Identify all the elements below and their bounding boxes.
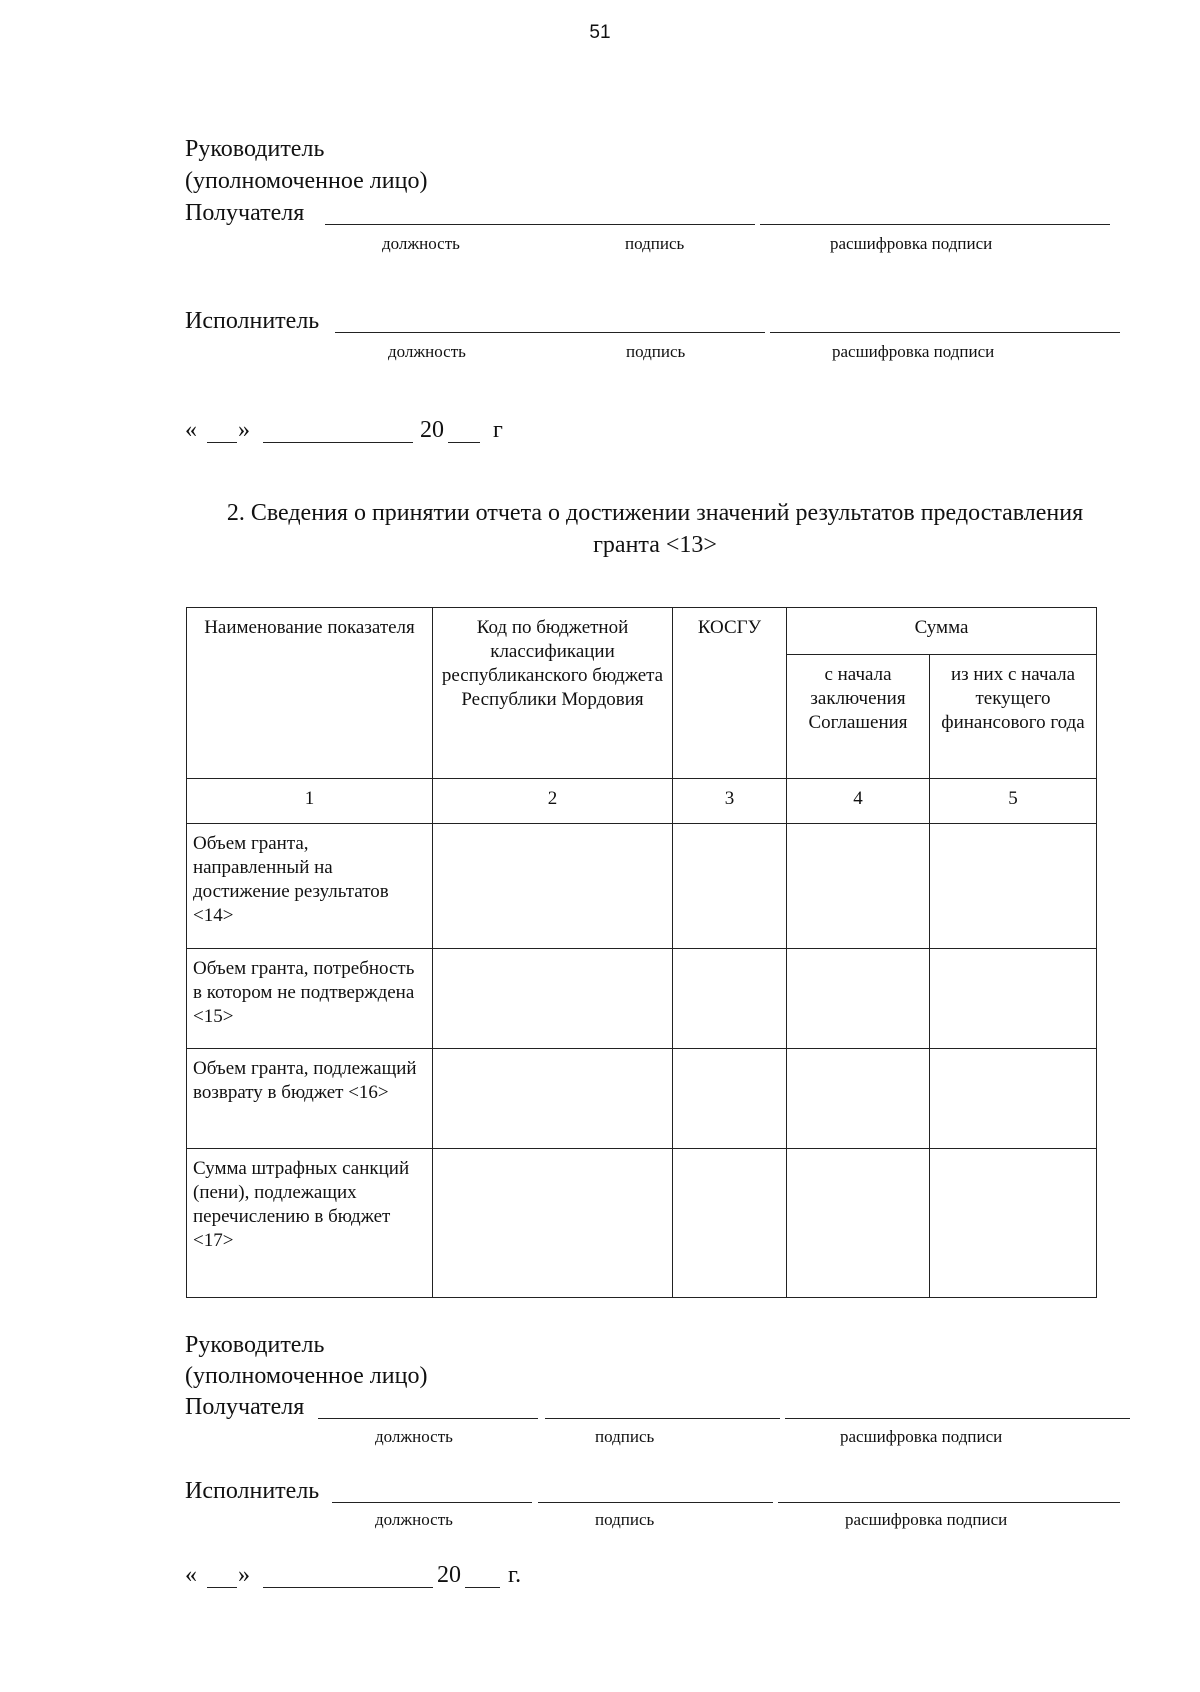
caption-position: должность xyxy=(382,234,460,253)
date-quote-open: « xyxy=(185,417,197,443)
date-suffix: г xyxy=(493,417,503,443)
row-label-grant-unconfirmed: Объем гранта, потребность в котором не подтверждена <15> xyxy=(187,949,433,1049)
table-cell[interactable] xyxy=(787,1049,930,1149)
header-since-year-start: из них с начала текущего финансового года xyxy=(930,655,1097,779)
caption-signature: подпись xyxy=(595,1427,655,1446)
date-year-field[interactable] xyxy=(465,1587,500,1588)
header-sum: Сумма xyxy=(787,608,1097,655)
executor-caption-position: должность xyxy=(388,342,466,361)
table-cell[interactable] xyxy=(930,824,1097,949)
table-cell[interactable] xyxy=(787,1149,930,1298)
date-year-prefix: 20 xyxy=(420,417,444,443)
table-cell[interactable] xyxy=(433,1149,673,1298)
table-cell[interactable] xyxy=(433,824,673,949)
executor-caption-decode: расшифровка подписи xyxy=(832,342,995,361)
row-label-grant-directed: Объем гранта, направленный на достижение результатов <14> xyxy=(187,824,433,949)
head-label-line1: Руководитель xyxy=(185,1332,325,1358)
date-day-field[interactable] xyxy=(207,442,237,443)
date-month-field[interactable] xyxy=(263,1587,433,1588)
signature-line[interactable] xyxy=(545,1418,780,1419)
position-line[interactable] xyxy=(325,224,755,225)
row-label-penalties: Сумма штрафных санкций (пени), подлежащих перечислению в бюджет <17> xyxy=(187,1149,433,1298)
head-label-line3: Получателя xyxy=(185,200,305,226)
header-indicator-name: Наименование показателя xyxy=(187,608,433,779)
header-kosgu: КОСГУ xyxy=(673,608,787,779)
head-label-line1: Руководитель xyxy=(185,136,325,162)
table-cell[interactable] xyxy=(433,1049,673,1149)
executor-signature-line[interactable] xyxy=(538,1502,773,1503)
executor-position-line[interactable] xyxy=(332,1502,532,1503)
date-year-prefix: 20 xyxy=(437,1562,461,1588)
executor-decode-line[interactable] xyxy=(778,1502,1120,1503)
table-cell[interactable] xyxy=(930,949,1097,1049)
date-year-field[interactable] xyxy=(448,442,480,443)
decode-line[interactable] xyxy=(760,224,1110,225)
column-number: 5 xyxy=(930,779,1097,824)
date-quote-open: « xyxy=(185,1562,197,1588)
column-number: 4 xyxy=(787,779,930,824)
column-number-row xyxy=(187,779,1097,824)
head-label-line3: Получателя xyxy=(185,1394,305,1420)
column-number: 1 xyxy=(187,779,433,824)
table-cell[interactable] xyxy=(433,949,673,1049)
table-cell[interactable] xyxy=(673,1049,787,1149)
table-cell[interactable] xyxy=(787,824,930,949)
executor-label: Исполнитель xyxy=(185,1478,320,1504)
date-suffix: г. xyxy=(508,1562,522,1588)
table-cell[interactable] xyxy=(673,824,787,949)
table-cell[interactable] xyxy=(673,949,787,1049)
table-row xyxy=(187,949,1097,1049)
executor-caption-signature: подпись xyxy=(595,1510,655,1529)
head-label-line2: (уполномоченное лицо) xyxy=(185,1363,428,1389)
executor-label: Исполнитель xyxy=(185,308,320,334)
header-since-agreement: с начала заключения Соглашения xyxy=(787,655,930,779)
executor-caption-position: должность xyxy=(375,1510,453,1529)
table-cell[interactable] xyxy=(673,1149,787,1298)
date-quote-close: » xyxy=(238,1562,250,1588)
executor-decode-line[interactable] xyxy=(770,332,1120,333)
decode-line[interactable] xyxy=(785,1418,1130,1419)
head-label-line2: (уполномоченное лицо) xyxy=(185,168,428,194)
section-heading xyxy=(175,497,1135,561)
page-number: 51 xyxy=(589,22,611,43)
row-label-grant-return: Объем гранта, подлежащий возврату в бюджет <16> xyxy=(187,1049,433,1149)
caption-signature: подпись xyxy=(625,234,685,253)
caption-position: должность xyxy=(375,1427,453,1446)
date-day-field[interactable] xyxy=(207,1587,237,1588)
section-heading-line1: 2. Сведения о принятии отчета о достижении значений результатов предоставления xyxy=(226,500,1084,526)
caption-decode: расшифровка подписи xyxy=(830,234,993,253)
date-quote-close: » xyxy=(238,417,250,443)
executor-position-line[interactable] xyxy=(335,332,765,333)
table-row xyxy=(187,824,1097,949)
executor-caption-signature: подпись xyxy=(626,342,686,361)
table-row xyxy=(187,1149,1097,1298)
grant-report-table xyxy=(186,607,1097,1298)
date-month-field[interactable] xyxy=(263,442,413,443)
position-line[interactable] xyxy=(318,1418,538,1419)
table-cell[interactable] xyxy=(930,1049,1097,1149)
column-number: 2 xyxy=(433,779,673,824)
section-heading-line2: гранта <13> xyxy=(593,532,717,558)
table-cell[interactable] xyxy=(787,949,930,1049)
caption-decode: расшифровка подписи xyxy=(840,1427,1003,1446)
header-budget-code: Код по бюджетной классификации республиканского бюджета Республики Мордовия xyxy=(433,608,673,779)
table-row xyxy=(187,1049,1097,1149)
table-cell[interactable] xyxy=(930,1149,1097,1298)
column-number: 3 xyxy=(673,779,787,824)
header-row-1 xyxy=(187,608,1097,655)
executor-caption-decode: расшифровка подписи xyxy=(845,1510,1008,1529)
